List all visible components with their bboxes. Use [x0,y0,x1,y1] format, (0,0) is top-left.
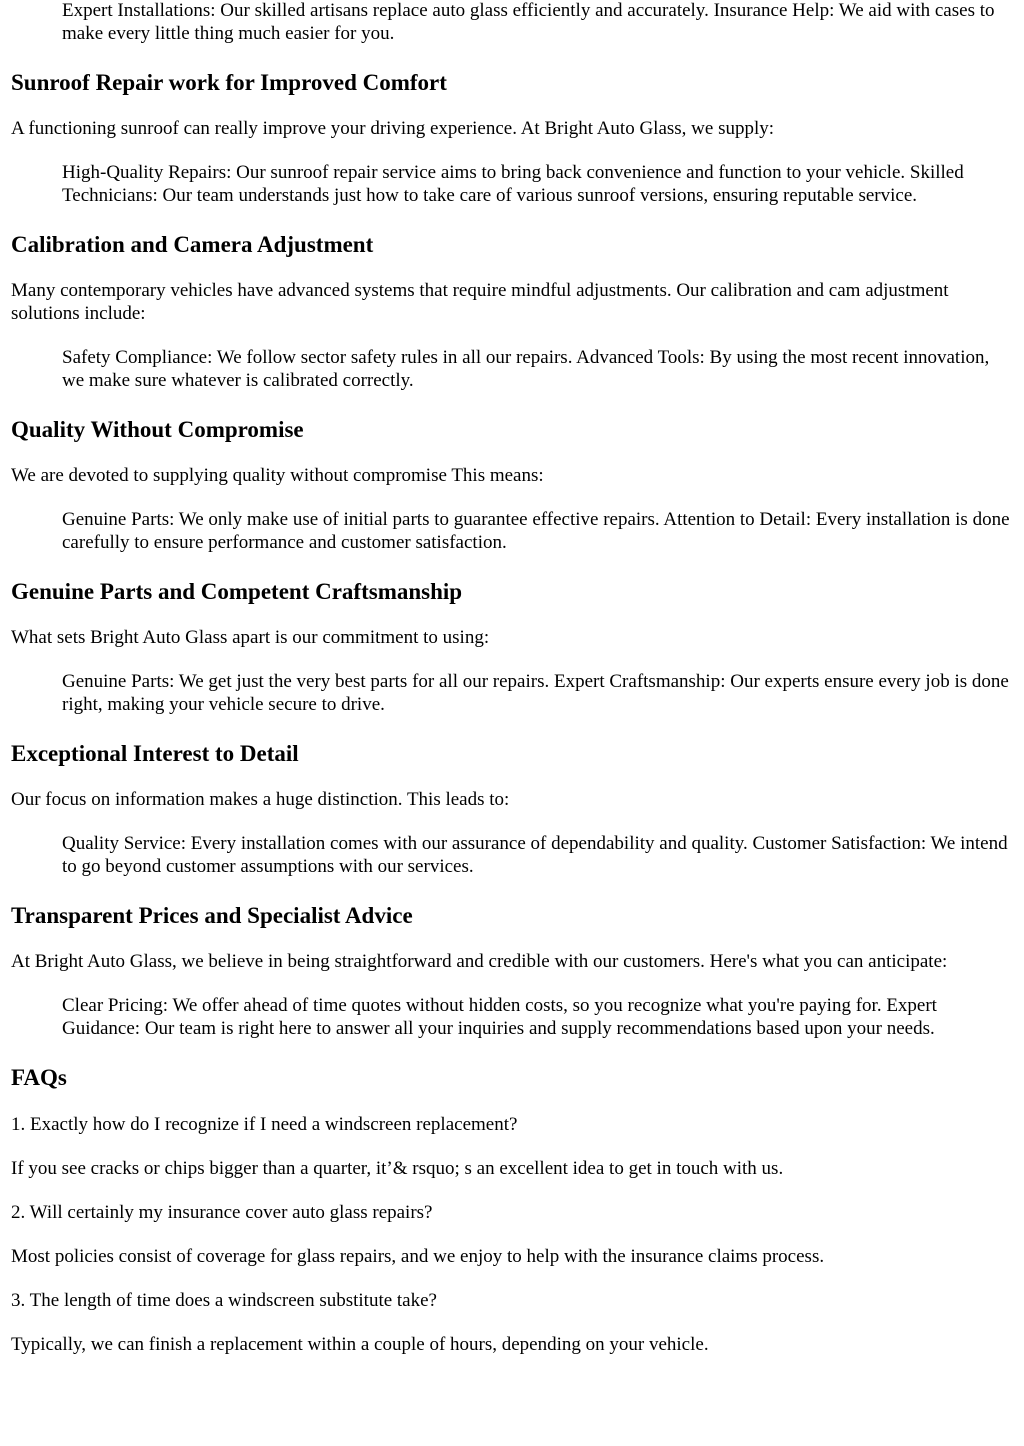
section-intro: A functioning sunroof can really improve your driving experience. At Bright Auto Glass, we supply: [11,118,775,139]
faq-section [11,1064,1014,1356]
section-quality [11,416,1014,554]
faq-question: 3. The length of time does a windscreen substitute take? [11,1290,437,1311]
section-detail [11,740,1014,878]
section-blockquote [62,994,1014,1040]
section-heading: Quality Without Compromise [11,417,304,442]
section-blockquote-text: Genuine Parts: We get just the very best parts for all our repairs. Expert Craftsmanship: Our experts ensure every job is done right, making your vehicle secure to drive. [62,671,1009,715]
faq-answer: Most policies consist of coverage for glass repairs, and we enjoy to help with the insurance claims process. [11,1246,825,1267]
top-blockquote [62,0,1014,45]
faq-answer: If you see cracks or chips bigger than a quarter, it’& rsquo; s an excellent idea to get in touch with us. [11,1158,784,1179]
section-intro: Our focus on information makes a huge distinction. This leads to: [11,789,510,810]
section-blockquote [62,508,1014,554]
faq-answer: Typically, we can finish a replacement within a couple of hours, depending on your vehicle. [11,1334,709,1355]
section-pricing [11,902,1014,1040]
section-blockquote-text: Quality Service: Every installation comes with our assurance of dependability and quality. Customer Satisfaction: We intend to go beyond customer assumptions with our services. [62,833,1008,877]
section-blockquote-text: High-Quality Repairs: Our sunroof repair service aims to bring back convenience and function to your vehicle. Skilled Technicians: Our team understands just how to take care of various sunroof versions, ensuring reputable service. [62,162,964,206]
section-blockquote-text: Clear Pricing: We offer ahead of time quotes without hidden costs, so you recognize what you're paying for. Expert Guidance: Our team is right here to answer all your inquiries and supply recommendations based upon your needs. [62,995,937,1039]
section-calibration [11,231,1014,392]
section-intro: Many contemporary vehicles have advanced systems that require mindful adjustments. Our calibration and cam adjustment solutions include: [11,280,949,324]
faq-heading: FAQs [11,1065,67,1090]
top-blockquote-text: Expert Installations: Our skilled artisans replace auto glass efficiently and accurately. Insurance Help: We aid with cases to make every little thing much easier for you. [62,0,995,44]
section-blockquote [62,832,1014,878]
section-heading: Calibration and Camera Adjustment [11,232,374,257]
section-intro: We are devoted to supplying quality without compromise This means: [11,465,544,486]
section-genuine-parts [11,578,1014,716]
section-intro: What sets Bright Auto Glass apart is our commitment to using: [11,627,490,648]
faq-question: 2. Will certainly my insurance cover auto glass repairs? [11,1202,433,1223]
section-blockquote-text: Genuine Parts: We only make use of initial parts to guarantee effective repairs. Attention to Detail: Every installation is done carefully to ensure performance and customer satisfaction. [62,509,1010,553]
document-content [11,0,1014,1356]
section-blockquote-text: Safety Compliance: We follow sector safety rules in all our repairs. Advanced Tools: By using the most recent innovation, we make sure whatever is calibrated correctly. [62,347,990,391]
section-blockquote [62,670,1014,716]
section-heading: Exceptional Interest to Detail [11,741,299,766]
section-sunroof [11,69,1014,207]
section-intro: At Bright Auto Glass, we believe in being straightforward and credible with our customers. Here's what you can anticipate: [11,951,948,972]
faq-question: 1. Exactly how do I recognize if I need a windscreen replacement? [11,1114,518,1135]
section-heading: Genuine Parts and Competent Craftsmanship [11,579,463,604]
section-heading: Transparent Prices and Specialist Advice [11,903,413,928]
section-blockquote [62,346,1014,392]
section-heading: Sunroof Repair work for Improved Comfort [11,70,447,95]
section-blockquote [62,161,1014,207]
